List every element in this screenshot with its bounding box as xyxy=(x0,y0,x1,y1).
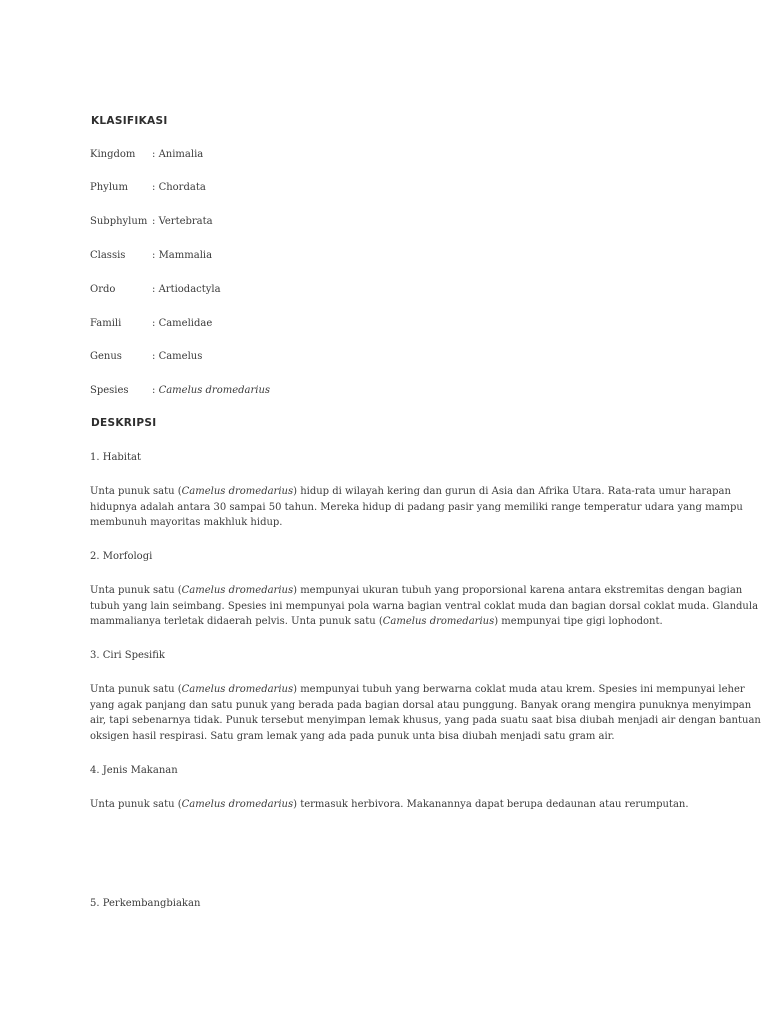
row-separator: : xyxy=(152,216,159,227)
row-value: Animalia xyxy=(158,149,204,160)
row-value: Camelus xyxy=(158,351,203,362)
row-separator: : xyxy=(152,318,159,329)
text-line: Unta punuk satu (Camelus dromedarius) hidup di wilayah kering dan gurun di Asia dan Afrika Utara. Rata-rata umur harapan xyxy=(90,486,731,497)
row-label: Famili xyxy=(90,318,122,329)
row-separator: : xyxy=(152,284,159,295)
text-line: tubuh yang lain seimbang. Spesies ini mempunyai pola warna bagian ventral coklat muda dan bagian dorsal coklat muda. Glandula xyxy=(90,600,759,612)
classification-row-spesies xyxy=(90,384,270,398)
text-line: Unta punuk satu (Camelus dromedarius) termasuk herbivora. Makanannya dapat berupa dedaunan atau rerumputan. xyxy=(90,799,689,810)
section-body-habitat xyxy=(90,484,743,531)
row-label: Classis xyxy=(90,250,126,261)
row-value: Mammalia xyxy=(158,250,213,261)
row-value: Artiodactyla xyxy=(158,284,221,295)
text-line: hidupnya adalah antara 30 sampai 50 tahun. Mereka hidup di padang pasir yang memiliki range temperatur udara yang mampu xyxy=(90,501,743,513)
row-separator: : xyxy=(152,351,159,362)
row-separator: : xyxy=(152,182,159,193)
classification-row-classis xyxy=(90,249,212,263)
section-title-perkembangbiakan: 5. Perkembangbiakan xyxy=(90,898,201,909)
row-label: Spesies xyxy=(90,385,129,396)
text-line: Unta punuk satu (Camelus dromedarius) mempunyai ukuran tubuh yang proporsional karena antara ekstremitas dengan bagian xyxy=(90,585,743,596)
classification-row-ordo xyxy=(90,283,221,297)
row-value: Vertebrata xyxy=(158,216,213,227)
row-value: Chordata xyxy=(158,182,206,193)
section-body-jenis-makanan xyxy=(90,797,690,813)
classification-row-subphylum xyxy=(90,215,213,229)
row-value: Camelus dromedarius xyxy=(158,385,271,396)
classification-row-phylum xyxy=(90,181,206,195)
row-value: Camelidae xyxy=(158,318,213,329)
classification-row-genus xyxy=(90,350,202,364)
text-line: oksigen hasil respirasi. Satu gram lemak yang ada pada punuk unta bisa diubah menjadi satu gram air. xyxy=(90,730,615,742)
text-line: yang agak panjang dan satu punuk yang berada pada bagian dorsal atau punggung. Banyak orang mengira punuknya menyimpan xyxy=(90,699,752,711)
section-body-ciri-spesifik xyxy=(90,682,761,744)
section-title-ciri-spesifik: 3. Ciri Spesifik xyxy=(90,650,165,661)
classification-row-kingdom xyxy=(90,148,203,162)
row-label: Phylum xyxy=(90,182,128,193)
text-line: mammalianya terletak didaerah pelvis. Unta punuk satu (Camelus dromedarius) mempunyai tipe gigi lophodont. xyxy=(90,616,663,627)
section-title-jenis-makanan: 4. Jenis Makanan xyxy=(90,765,178,776)
text-line: membunuh mayoritas makhluk hidup. xyxy=(90,517,283,528)
row-label: Ordo xyxy=(90,284,116,295)
text-line: Unta punuk satu (Camelus dromedarius) mempunyai tubuh yang berwarna coklat muda atau krem. Spesies ini mempunyai leher xyxy=(90,684,745,695)
row-label: Genus xyxy=(90,351,122,362)
row-separator: : xyxy=(152,385,159,396)
klasifikasi-heading: KLASIFIKASI xyxy=(91,115,168,127)
row-label: Subphylum xyxy=(90,216,148,227)
section-title-habitat: 1. Habitat xyxy=(90,452,142,463)
section-title-morfologi: 2. Morfologi xyxy=(90,551,153,562)
section-body-morfologi xyxy=(90,583,759,630)
deskripsi-heading: DESKRIPSI xyxy=(91,417,157,429)
row-separator: : xyxy=(152,149,159,160)
classification-row-famili xyxy=(90,317,212,331)
row-separator: : xyxy=(152,250,159,261)
row-label: Kingdom xyxy=(90,149,136,160)
text-line: air, tapi sebenarnya tidak. Punuk tersebut menyimpan lemak khusus, yang pada suatu saat bisa diubah menjadi air dengan bantuan xyxy=(90,715,761,726)
